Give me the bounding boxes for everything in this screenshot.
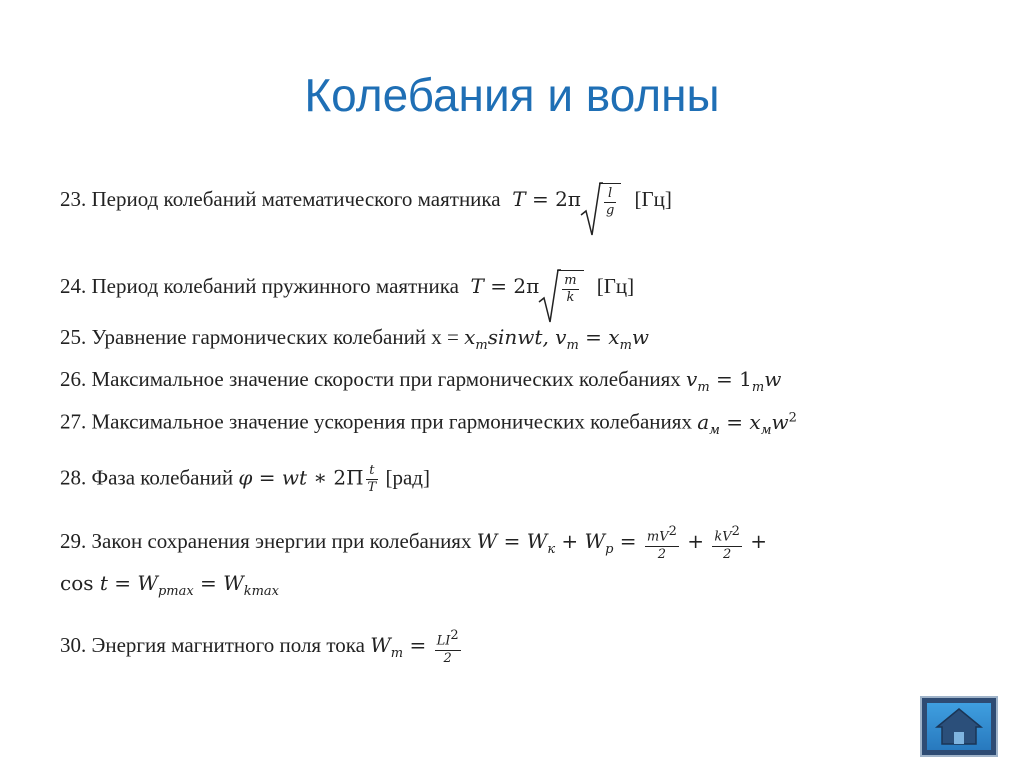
formula-27 <box>60 411 797 437</box>
home-button[interactable] <box>920 696 998 757</box>
formula-30-text: 30. Энергия магнитного поля тока <box>60 633 365 658</box>
formula-28-unit: [рад] <box>385 465 430 490</box>
formula-24 <box>60 270 634 307</box>
fraction-30: $\frac{LI^2}{2}$ <box>436 628 459 666</box>
formula-25-text: 25. Уравнение гармонических колебаний х = <box>60 325 459 349</box>
formula-25 <box>60 327 649 352</box>
formula-26 <box>60 369 781 394</box>
formula-25-eq: $x_msinwt$, $v_m = x_mw$ <box>464 325 650 353</box>
sqrt-24: $\frac{m}{k}$ <box>539 270 583 307</box>
formula-23 <box>60 183 672 220</box>
formula-24-unit: [Гц] <box>596 274 635 299</box>
page-title: Колебания и волны <box>304 69 720 121</box>
formula-23-unit: [Гц] <box>634 187 672 212</box>
fraction-28: $\frac{t}{T}$ <box>367 463 377 496</box>
formula-29-text: 29. Закон сохранения энергии при колебаниях <box>60 529 472 554</box>
formula-27-text: 27. Максимальное значение ускорения при гармонических колебаниях <box>60 409 692 434</box>
home-icon <box>927 703 991 750</box>
formula-29-eq: $W = W_к + W_p$ = <box>476 529 643 558</box>
fraction-29b: $\frac{kV^2}{2}$ <box>714 524 740 562</box>
formula-24-eq: T = 2π <box>470 274 540 299</box>
formula-26-eq: $v_m = 1_mw$ <box>686 367 782 395</box>
formula-30-eq: $W_m$ = <box>370 633 433 662</box>
formula-28-text: 28. Фаза колебаний <box>60 465 234 490</box>
formula-30 <box>60 628 463 667</box>
formula-23-text: 23. Период колебаний математического маятника <box>60 187 501 212</box>
sqrt-23: $\frac{l}{g}$ <box>581 183 621 220</box>
formula-28 <box>60 463 430 497</box>
formula-26-text: 26. Максимальное значение скорости при гармонических колебаниях <box>60 367 681 391</box>
formula-23-eq: T = 2π <box>512 187 581 212</box>
formula-29-cont: $\cos t = W_{pmax} = W_{kmax}$ <box>60 571 280 599</box>
fraction-29a: $\frac{mV^2}{2}$ <box>646 524 677 562</box>
formula-28-eq: φ = wt ∗ 2П <box>238 465 364 490</box>
formula-27-eq: $a_м = x_мw^2$ <box>697 409 797 438</box>
formula-24-text: 24. Период колебаний пружинного маятника <box>60 274 459 299</box>
home-button-face[interactable] <box>927 703 991 750</box>
formula-29: 29. Закон сохранения энергии при колебаниях $W = W_к + W_p$ = $\frac{mV^2}{2}$ + $\frac{kV^2}{2}$ + <box>60 524 768 562</box>
